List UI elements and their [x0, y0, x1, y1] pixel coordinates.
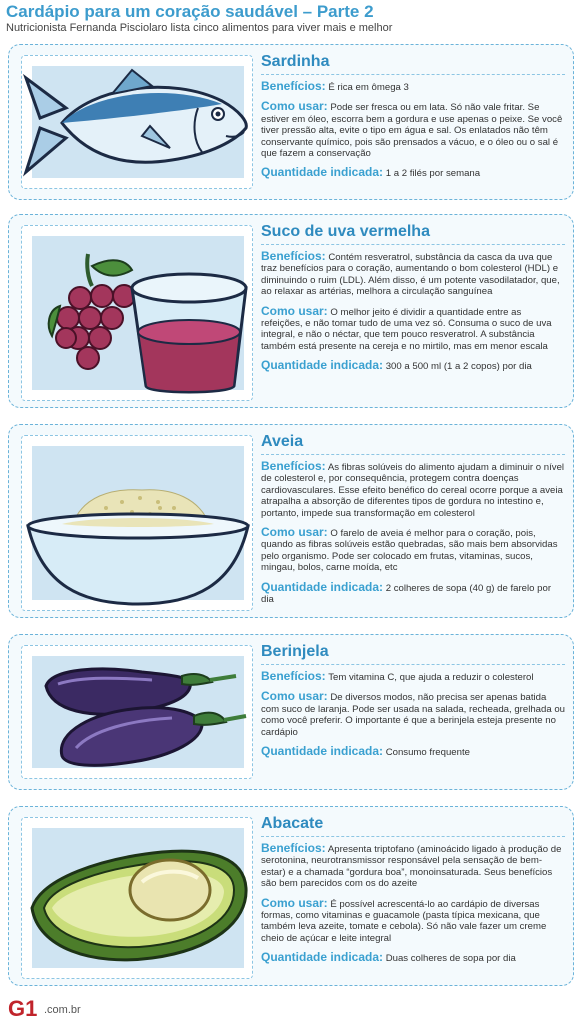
food-name: Sardinha	[261, 53, 330, 70]
food-card-berinjela	[8, 634, 574, 790]
benefits-label: Benefícios:	[261, 459, 326, 473]
quantity-label: Quantidade indicada:	[261, 744, 384, 759]
food-name: Suco de uva vermelha	[261, 223, 430, 240]
sardine-illustration	[21, 55, 253, 189]
avocado-illustration	[21, 817, 253, 979]
fish-icon	[22, 56, 254, 190]
footer-domain: .com.br	[44, 1004, 81, 1016]
benefits-label: Benefícios:	[261, 841, 326, 855]
sardinha-text	[261, 53, 565, 188]
divider	[261, 836, 565, 837]
quantity-label: Quantidade indicada:	[261, 579, 384, 594]
grape-juice-icon	[22, 226, 254, 402]
usage-label: Como usar:	[261, 525, 328, 540]
usage-text: O melhor jeito é dividir a quantidade entre as refeições, e não tomar tudo de uma vez só. Consuma o suco de uva integral, e não o néctar, que tem pouco resveratrol. A substância também está presente na cereja e no mirtilo, mas em menor escala	[261, 306, 552, 352]
quantity-text: 1 a 2 filés por semana	[385, 168, 481, 180]
abacate-text	[261, 815, 565, 973]
usage-label: Como usar:	[261, 689, 328, 704]
quantity-label: Quantidade indicada:	[261, 358, 384, 373]
aveia-text	[261, 433, 565, 613]
avocado-icon	[22, 818, 254, 980]
oat-bowl-illustration	[21, 435, 253, 611]
food-name: Abacate	[261, 815, 324, 832]
berinjela-text	[261, 643, 565, 766]
usage-text: De diversos modos, não precisa ser apenas batida com suco de laranja. Pode ser usada na salada, recheada, grelhada ou como você preferir. O importante é que a berinjela esteja presente no cardápio	[261, 692, 566, 738]
benefits-text: As fibras solúveis do alimento ajudam a diminuir o nível de colesterol e, por consequência, protegem contra doenças cardiovasculares. Esse efeito benéfico do cereal ocorre porque a aveia atrapalha a absorção de diferentes tipos de gordura no intestino e, portanto, impede sua transformação em colesterol	[261, 462, 565, 519]
food-card-sardinha	[8, 44, 574, 200]
food-name: Aveia	[261, 433, 304, 450]
benefits-label: Benefícios:	[261, 669, 326, 683]
eggplant-illustration	[21, 645, 253, 779]
benefits-text: Apresenta triptofano (aminoácido ligado à produção de serotonina, neurotransmissor responsável pela sensação de bem-estar) e a chamada “gordura boa”, monoinsaturada. Seus benefícios são bem parecidos com os do azeite	[261, 844, 562, 890]
food-name: Berinjela	[261, 643, 329, 660]
divider	[261, 454, 565, 455]
food-card-aveia	[8, 424, 574, 618]
page-subtitle: Nutricionista Fernanda Pisciolaro lista cinco alimentos para viver mais e melhor	[6, 22, 393, 34]
quantity-text: 300 a 500 ml (1 a 2 copos) por dia	[385, 361, 532, 373]
divider	[261, 664, 565, 665]
g1-logo: G1	[8, 996, 38, 1021]
divider	[261, 244, 565, 245]
quantity-text: Duas colheres de sopa por dia	[385, 953, 516, 965]
benefits-text: Contém resveratrol, substância da casca da uva que traz benefícios para o coração, aumentando o bom colesterol (HDL) e diminuindo o ruim (LDL). Além disso, é um potente vasodilatador, que, ao relaxar as artérias, melhora a circulação sanguínea	[261, 252, 560, 298]
usage-label: Como usar:	[261, 895, 328, 910]
benefits-text: Tem vitamina C, que ajuda a reduzir o colesterol	[328, 672, 534, 683]
benefits-label: Benefícios:	[261, 249, 326, 263]
quantity-label: Quantidade indicada:	[261, 165, 384, 180]
usage-text: É possível acrescentá-lo ao cardápio de diversas formas, como vitaminas e guacamole (pasta típica mexicana, que também leva azeite, tomate e cebola). Só não vale fazer um creme cheio de açúcar e leite integral	[261, 898, 547, 944]
grape-juice-illustration	[21, 225, 253, 401]
usage-label: Como usar:	[261, 99, 328, 114]
food-card-suco-de-uva	[8, 214, 574, 408]
quantity-label: Quantidade indicada:	[261, 950, 384, 965]
usage-label: Como usar:	[261, 303, 328, 318]
benefits-label: Benefícios:	[261, 79, 326, 93]
quantity-text: Consumo frequente	[385, 747, 470, 759]
usage-text: Pode ser fresca ou em lata. Só não vale fritar. Se estiver em óleo, escorra bem a gordura e use apenas o peixe. Se você tiver pressão alta, evite o tipo em água e sal. Os enlatados não têm conservante químico, pois são prensados a vácuo, e o óleo ou o sal é que fazem a conservação	[261, 102, 563, 160]
divider	[261, 74, 565, 75]
suco-text	[261, 223, 565, 381]
benefits-text: É rica em ômega 3	[328, 82, 409, 93]
food-card-abacate	[8, 806, 574, 986]
eggplant-icon	[22, 646, 254, 780]
bowl-icon	[22, 436, 254, 612]
page-title: Cardápio para um coração saudável – Parte 2	[6, 2, 374, 21]
quantity-text: 2 colheres de sopa (40 g) de farelo por dia	[261, 582, 552, 606]
usage-text: O farelo de aveia é melhor para o coração, pois, quando as fibras solúveis estão quebradas, são mais bem absorvidas pelo organismo. Pode ser colocado em frutas, vitaminas, sucos, mingau, bolos, carne moída, etc	[261, 528, 558, 574]
